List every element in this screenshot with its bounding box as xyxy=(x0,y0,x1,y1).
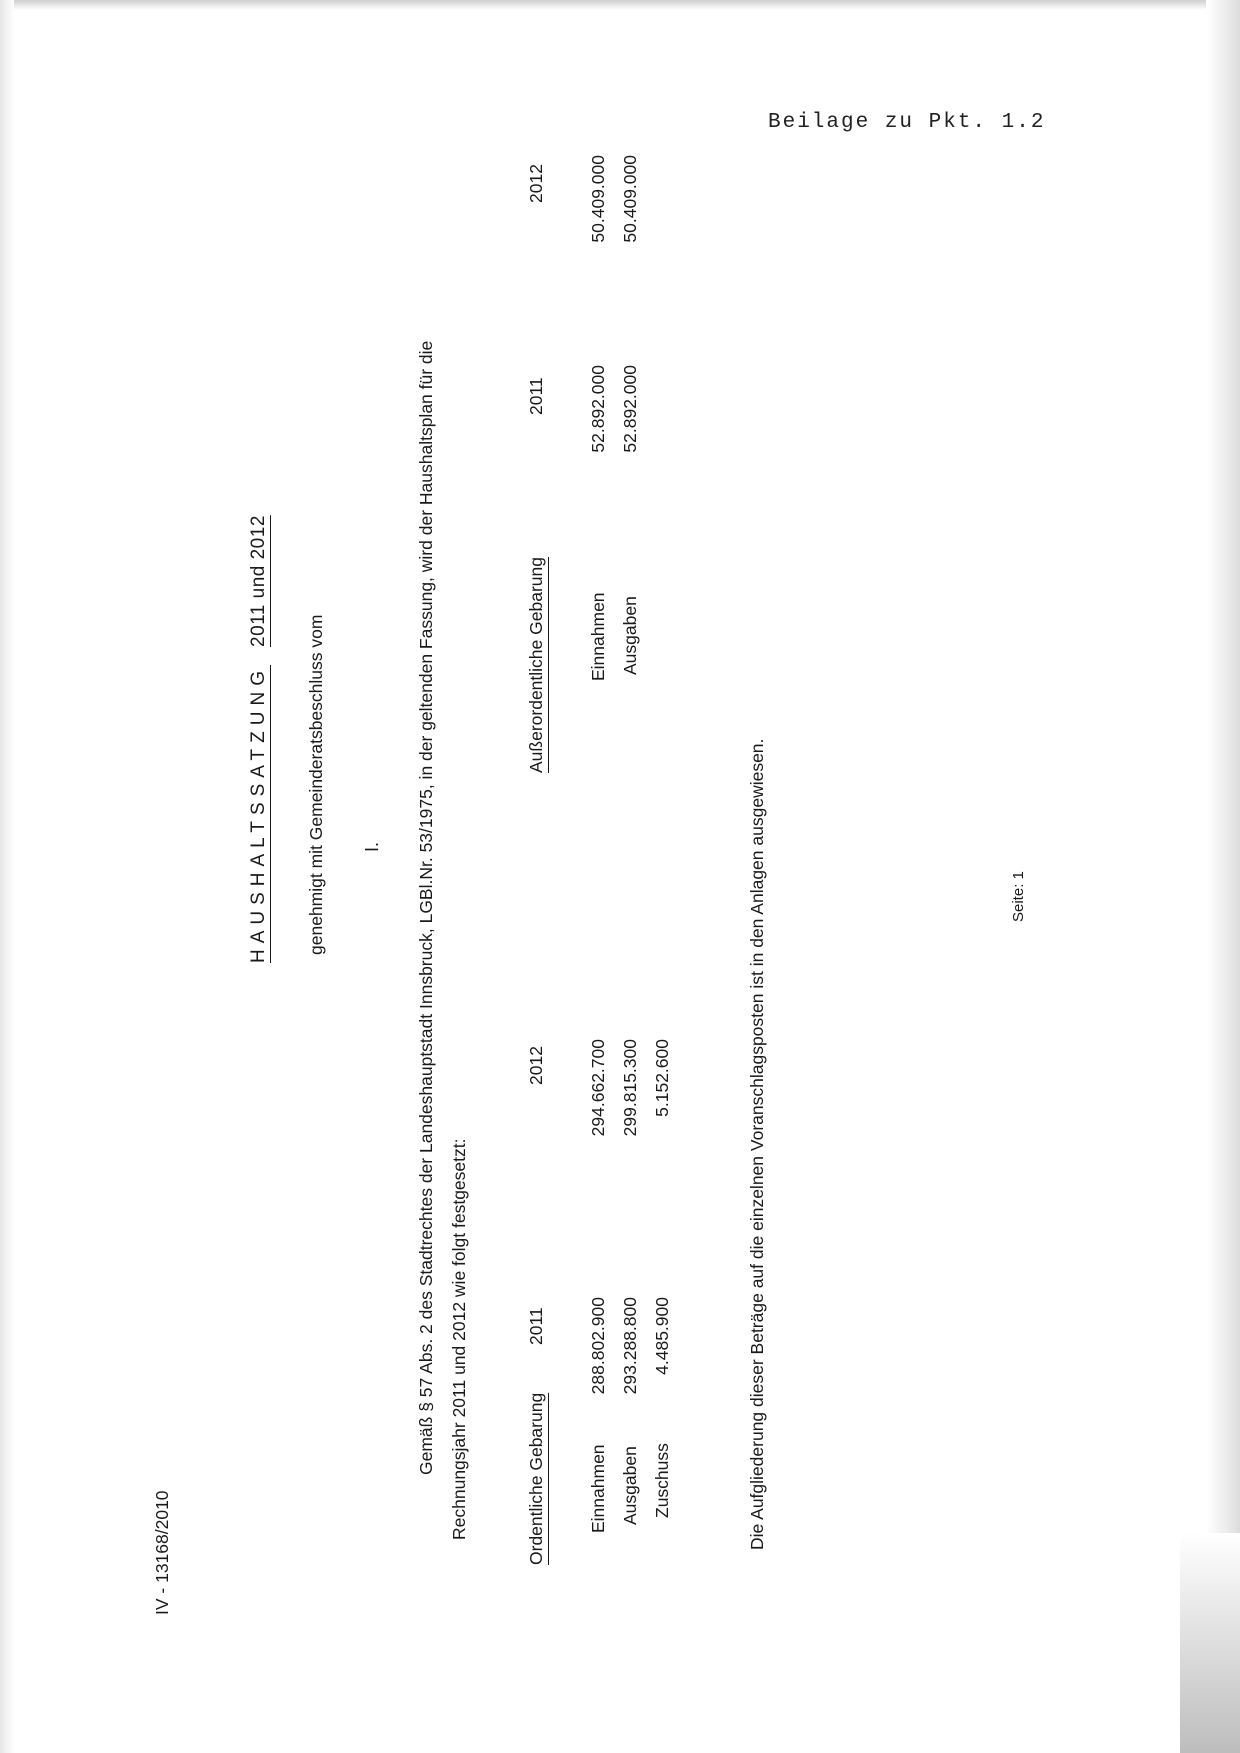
ordentliche-row-value-2011: 288.802.900 xyxy=(588,1297,608,1395)
ordentliche-row-label: Ausgaben xyxy=(620,1446,640,1525)
ausserordentliche-row-label: Einnahmen xyxy=(588,592,608,681)
ausserordentliche-row-label: Ausgaben xyxy=(620,596,640,675)
intro-line-1: Gemäß § 57 Abs. 2 des Stadtrechtes der Landeshauptstadt Innsbruck, LGBl.Nr. 53/1975, in der geltenden Fassung, wird der Haushaltsplan für die xyxy=(416,340,436,1475)
title-text: HAUSHALTSSATZUNG xyxy=(248,665,269,963)
footer-note: Die Aufgliederung dieser Beträge auf die einzelnen Voranschlagsposten ist in den Anlagen ausgewiesen. xyxy=(747,738,767,1550)
ausserordentliche-heading: Außerordentliche Gebarung xyxy=(526,557,546,773)
scan-corner-shadow xyxy=(1180,1533,1240,1753)
ordentliche-col-2011: 2011 xyxy=(526,1307,546,1345)
approval-subtitle: genehmigt mit Gemeinderatsbeschluss vom xyxy=(306,614,326,955)
intro-line-2: Rechnungsjahr 2011 und 2012 wie folgt festgesetzt: xyxy=(449,1138,469,1540)
scan-edge-left xyxy=(0,0,14,1753)
page-label: Seite: 1 xyxy=(1010,871,1027,922)
ordentliche-row-value-2011: 293.288.800 xyxy=(620,1297,640,1395)
ausserordentliche-col-2011: 2011 xyxy=(526,377,546,415)
ordentliche-row-value-2012: 299.815.300 xyxy=(620,1039,640,1137)
ausserordentliche-row-value-2011: 52.892.000 xyxy=(620,365,640,453)
file-number: IV - 13168/2010 xyxy=(152,1490,172,1615)
title-years: 2011 und 2012 xyxy=(248,515,269,647)
document-title xyxy=(248,515,270,963)
ausserordentliche-row-value-2012: 50.409.000 xyxy=(620,155,640,243)
ordentliche-row-label: Zuschuss xyxy=(652,1443,672,1518)
scan-edge-top xyxy=(0,0,1240,10)
rotated-document xyxy=(120,145,1120,1615)
ordentliche-heading: Ordentliche Gebarung xyxy=(526,1392,546,1565)
ausserordentliche-row-value-2011: 52.892.000 xyxy=(588,365,608,453)
scan-edge-right xyxy=(1206,0,1240,1753)
ordentliche-row-value-2012: 5.152.600 xyxy=(652,1039,672,1117)
ordentliche-col-2012: 2012 xyxy=(526,1046,546,1085)
ordentliche-row-label: Einnahmen xyxy=(588,1444,608,1533)
ordentliche-row-value-2012: 294.662.700 xyxy=(588,1039,608,1137)
ausserordentliche-col-2012: 2012 xyxy=(526,164,546,203)
ausserordentliche-row-value-2012: 50.409.000 xyxy=(588,155,608,243)
attachment-stamp: Beilage zu Pkt. 1.2 xyxy=(768,111,1046,134)
ordentliche-row-value-2011: 4.485.900 xyxy=(652,1297,672,1375)
section-number: I. xyxy=(362,841,382,852)
